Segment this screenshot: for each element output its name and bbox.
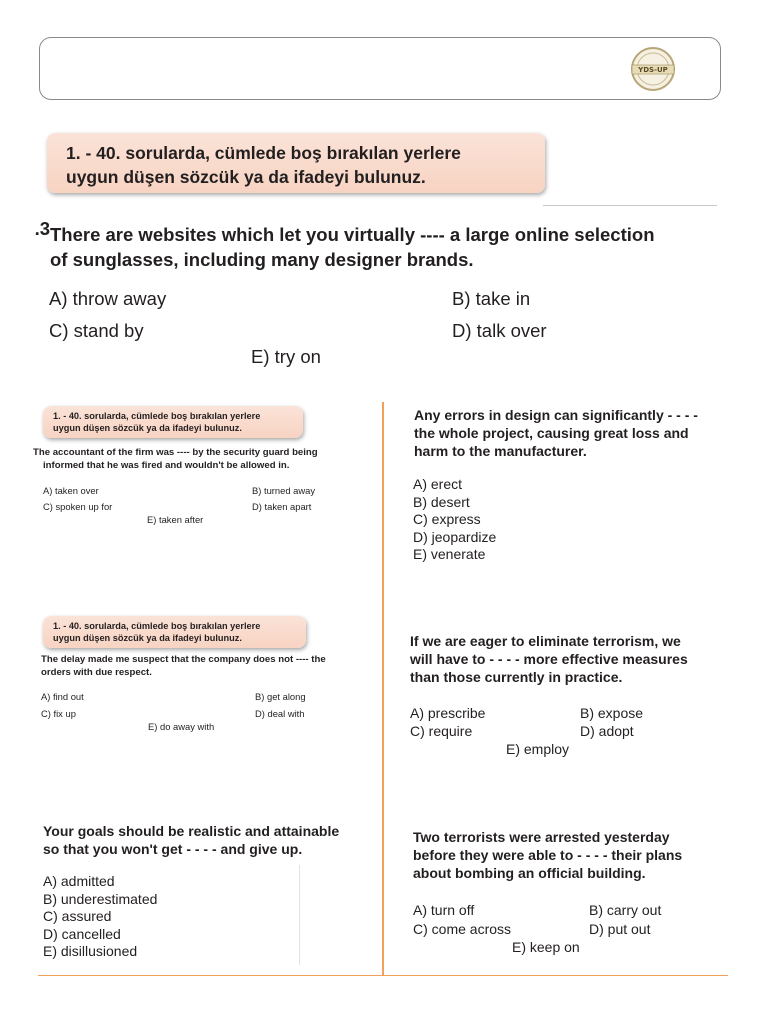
arrest-option-c[interactable]: C) come across — [413, 921, 512, 937]
goals-options — [43, 873, 157, 961]
goals-option-b[interactable]: B) underestimated — [43, 890, 158, 907]
option-e[interactable]: E) try on — [251, 346, 321, 367]
option-c[interactable]: C) stand by — [49, 320, 144, 341]
option-b[interactable]: B) take in — [452, 288, 531, 309]
errors-option-b[interactable]: B) desert — [413, 493, 470, 510]
terror-option-a[interactable]: A) prescribe — [410, 705, 486, 721]
terror-option-c[interactable]: C) require — [410, 723, 473, 739]
arrest-option-a[interactable]: A) turn off — [413, 902, 475, 918]
small2-option-d[interactable]: D) deal with — [255, 708, 305, 719]
instruction-box-small-1: 1. - 40. sorularda, cümlede boş bırakılan yerlere uygun düşen sözcük ya da ifadeyi bulunuz. — [43, 406, 303, 438]
header-box — [39, 37, 721, 100]
small1-option-a[interactable]: A) taken over — [43, 485, 99, 496]
terror-option-e[interactable]: E) employ — [506, 741, 570, 757]
option-a[interactable]: A) throw away — [49, 288, 167, 309]
small2-option-a[interactable]: A) find out — [41, 691, 84, 702]
terror-option-b[interactable]: B) expose — [580, 705, 644, 721]
errors-question: Any errors in design can significantly - - - - the whole project, causing great loss and harm to the manufacturer. — [414, 407, 698, 459]
question-number: 3. — [34, 218, 50, 239]
small2-option-b[interactable]: B) get along — [255, 691, 306, 702]
errors-option-a[interactable]: A) erect — [413, 476, 463, 492]
errors-option-c[interactable]: C) express — [413, 511, 481, 527]
errors-option-d[interactable]: D) jeopardize — [413, 528, 497, 545]
goals-option-d[interactable]: D) cancelled — [43, 925, 121, 942]
arrest-question: Two terrorists were arrested yesterday before they were able to - - - - their plans about bombing an official building. — [413, 829, 683, 881]
svg-text:YDS-UP: YDS-UP — [638, 66, 668, 74]
small-question-2: The delay made me suspect that the company does not ---- the orders with due respect. — [41, 654, 326, 678]
terror-question: If we are eager to eliminate terrorism, we will have to - - - - more effective measures than those currently in practice. — [410, 633, 688, 685]
small2-option-c[interactable]: C) fix up — [41, 708, 76, 719]
instruction-line-2: uygun düşen sözcük ya da ifadeyi bulunuz. — [66, 167, 426, 187]
goals-side-line — [299, 865, 300, 965]
goals-option-e[interactable]: E) disillusioned — [43, 943, 138, 959]
main-question: 3.There are websites which let you virtually ---- a large online selection of sunglasses, including many designer brands. — [30, 216, 730, 272]
divider — [543, 205, 717, 206]
small1-option-b[interactable]: B) turned away — [252, 485, 316, 496]
goals-question: Your goals should be realistic and attainable so that you won't get - - - - and give up. — [43, 823, 340, 857]
bottom-rule — [38, 975, 728, 976]
arrest-option-b[interactable]: B) carry out — [589, 902, 662, 918]
instruction-line-1: 1. - 40. sorularda, cümlede boş bırakılan yerlere — [66, 143, 461, 163]
errors-option-e[interactable]: E) venerate — [413, 546, 486, 562]
goals-option-a[interactable]: A) admitted — [43, 873, 115, 889]
goals-option-c[interactable]: C) assured — [43, 908, 112, 924]
small-question-1: The accountant of the firm was ---- by the security guard being informed that he was fired and wouldn't be allowed in. — [33, 447, 318, 471]
option-d[interactable]: D) talk over — [452, 320, 547, 341]
small1-option-e[interactable]: E) taken after — [147, 514, 204, 525]
small1-option-c[interactable]: C) spoken up for — [43, 501, 113, 512]
column-divider — [382, 402, 384, 976]
instruction-box — [47, 133, 545, 193]
small2-option-e[interactable]: E) do away with — [148, 721, 215, 732]
arrest-option-e[interactable]: E) keep on — [512, 939, 580, 955]
publisher-logo — [628, 46, 678, 92]
instruction-box-small-2: 1. - 40. sorularda, cümlede boş bırakılan yerlere uygun düşen sözcük ya da ifadeyi bulunuz. — [43, 616, 306, 648]
terror-option-d[interactable]: D) adopt — [580, 723, 634, 739]
errors-options — [413, 476, 496, 564]
small1-option-d[interactable]: D) taken apart — [252, 501, 312, 512]
arrest-option-d[interactable]: D) put out — [589, 921, 651, 937]
